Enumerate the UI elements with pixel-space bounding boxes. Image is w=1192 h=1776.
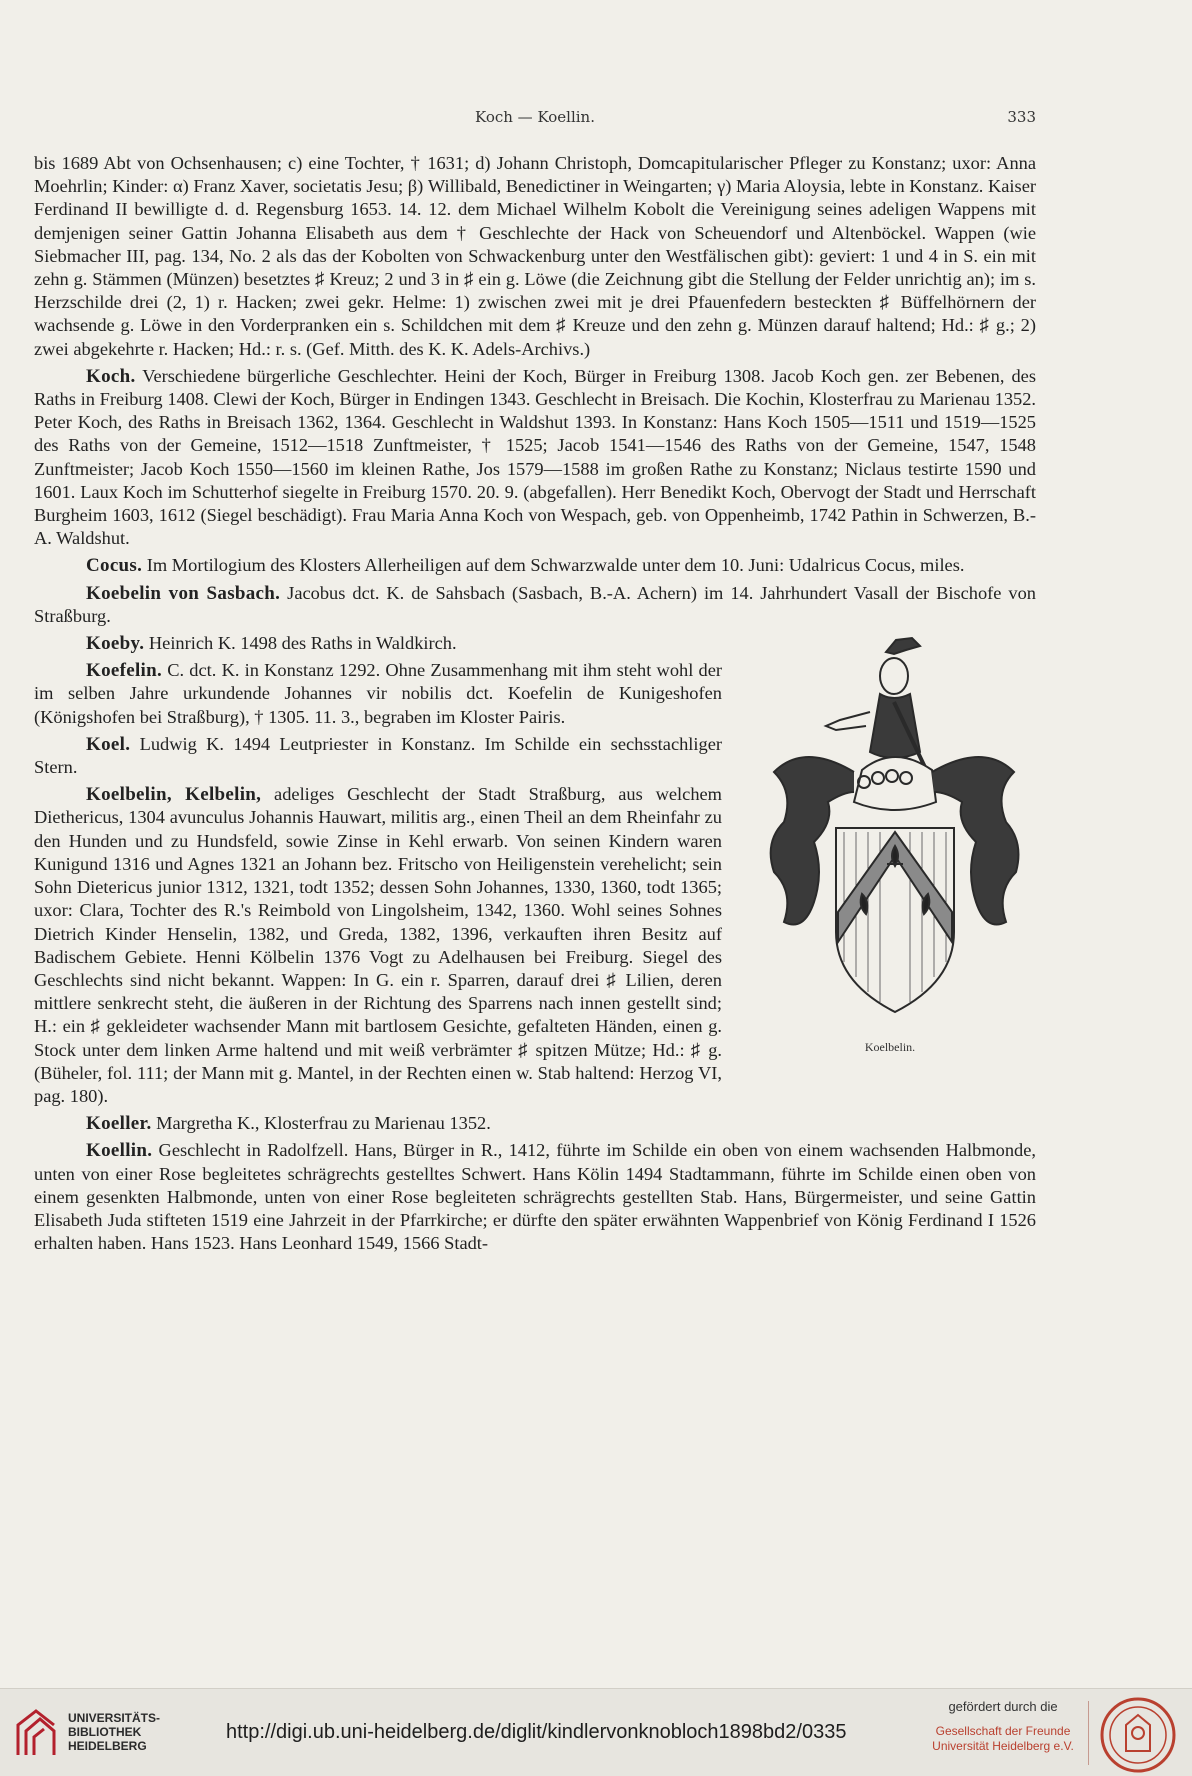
university-library-name: UNIVERSITÄTS- BIBLIOTHEK HEIDELBERG: [68, 1711, 161, 1753]
sponsor-block: [920, 1699, 1086, 1754]
entry-koch: [34, 365, 1036, 551]
sponsor-by-text: gefördert durch die: [948, 1699, 1058, 1714]
entry-text: Heinrich K. 1498 des Raths in Waldkirch.: [144, 633, 457, 654]
body-text: [34, 152, 1036, 1255]
headword-cocus: Cocus.: [86, 555, 143, 577]
headword-koch: Koch.: [86, 365, 136, 387]
headword-koel: Koel.: [86, 733, 131, 755]
entry-text: Margretha K., Klosterfrau zu Marienau 1352.: [151, 1113, 491, 1134]
headword-koefelin: Koefelin.: [86, 660, 163, 682]
sponsor-divider: [1088, 1701, 1089, 1765]
coat-of-arms-figure: [744, 632, 1036, 1072]
entry-text: Im Mortilogium des Klosters Allerheiligen auf dem Schwarzwalde unter dem 10. Juni: Udalricus Cocus, miles.: [142, 555, 965, 576]
running-head: [34, 108, 1036, 132]
entry-koellin: [34, 1139, 1036, 1255]
headword-koeller: Koeller.: [86, 1113, 152, 1135]
entry-text: Verschiedene bürgerliche Geschlechter. Heini der Koch, Bürger in Freiburg 1308. Jacob Koch gen. zer Bebenen, des Raths in Freiburg 1408. Clewi der Koch, Bürger in Endingen 1343. Geschlecht in Breisach. Die Kochin, Klosterfrau zu Marienau 1352. Peter Koch, des Raths in Breisach 1362, 1364. Geschlecht in Waldshut 1393. In Konstanz: Hans Koch 1505—1511 und 1519—1525 des Raths von der Gemeine, 1512—1518 Zunftmeister, † 1525; Jacob 1541—1546 des Raths von der Gemeine, 1547, 1548 Zunftmeister; Jacob Koch 1550—1560 im kleinen Rathe, Jos 1579—1588 im großen Rathe zu Konstanz; Niclaus testirte 1590 und 1601. Laux Koch im Schutterhof siegelte in Freiburg 1570. 20. 9. (abgefallen). Herr Benedikt Koch, Obervogt der Stadt und Herrschaft Burgheim 1603, 1612 (Siegel beschädigt). Frau Maria Anna Koch von Wespach, geb. von Oppenheimb, 1742 Pathin in Schwerzen, B.-A. Waldshut.: [34, 365, 1036, 549]
entry-cocus: [34, 554, 1036, 577]
page-number: 333: [1007, 108, 1036, 126]
running-head-title: Koch — Koellin.: [475, 108, 595, 126]
permalink-url[interactable]: http://digi.ub.uni-heidelberg.de/diglit/kindlervonknobloch1898bd2/0335: [226, 1721, 847, 1743]
koelbelin-coat-of-arms-illustration: [744, 632, 1036, 1032]
digitization-footer: [0, 1688, 1192, 1776]
entry-text: adeliges Geschlecht der Stadt Straßburg, aus welchem Diethericus, 1304 avunculus Johannis Hauwart, militis arg., einen Theil an dem Rheinfahr zu den Hunden und zu Hundsfeld, sowie Zinse in Kehl erwarb. Von seinen Kindern waren Kunigund 1316 und Agnes 1321 an Johann bez. Fritscho von Heiligenstein verehelicht; sein Sohn Dietericus junior 1312, 1321, todt 1352; dessen Sohn Johannes, 1330, 1360, todt 1365; uxor: Clara, Tochter des R.'s Reimbold von Lingolsheim, 1342, 1360. Wohl seines Sohnes Dietrich Kinder Henselin, 1382, und Greda, 1382, 1396, verkauften ihren Besitz auf Badischem Gebiete. Henni Kölbelin 1376 Vogt zu Adelhausen bei Freiburg. Siegel des Geschlechts sind nicht bekannt. Wappen: In G. ein r. Sparren, darauf drei ♯ Lilien, deren mittlere senkrecht steht, die äußeren in der Richtung des Sparrens nach innen gestellt sind; H.: ein ♯ gekleideter wachsender Mann mit bartlosem Gesichte, gefalteten Händen, einen g. Stock unter dem linken Arme haltend und mit weiß verbrämter ♯ spitzen Mütze; Hd.: ♯ g. (Büheler, fol. 111; der Mann mit g. Mantel, in der Rechten einen w. Stab haltend: Herzog VI, pag. 180).: [34, 784, 722, 1106]
sponsor-org-name: Gesellschaft der Freunde Universität Heidelberg e.V.: [932, 1724, 1074, 1753]
university-library-logo-icon: [12, 1703, 62, 1761]
headword-koelbelin: Koelbelin, Kelbelin,: [86, 784, 262, 806]
headword-koeby: Koeby.: [86, 633, 145, 655]
entry-text: C. dct. K. in Konstanz 1292. Ohne Zusammenhang mit ihm steht wohl der im selben Jahre urkundende Johannes vir nobilis dct. Koefelin de Kunigeshofen (Königshofen bei Straßburg), † 1305. 11. 3., begraben im Kloster Pairis.: [34, 660, 722, 727]
headword-koellin: Koellin.: [86, 1140, 153, 1162]
continuation-paragraph: bis 1689 Abt von Ochsenhausen; c) eine Tochter, † 1631; d) Johann Christoph, Domcapitularischer Pfleger zu Konstanz; uxor: Anna Moehrlin; Kinder: α) Franz Xaver, societatis Jesu; β) Willibald, Benedictiner in Weingarten; γ) Maria Aloysia, lebte in Konstanz. Kaiser Ferdinand II bewilligte d. d. Regensburg 1653. 14. 12. dem Michael Wilhelm Kobolt die Vereinigung seines adeligen Wappens mit demjenigen seiner Gattin Johanna Elisabeth aus dem † Geschlechte der Hack von Scheuendorf und Altenböckel. Wappen (wie Siebmacher III, pag. 134, No. 2 als das der Kobolten von Schwackenburg unter den Westfälischen gibt): geviert: 1 und 4 in S. ein mit zehn g. Stämmen (Münzen) besetztes ♯ Kreuz; 2 und 3 in ♯ ein g. Löwe (die Zeichnung gibt die Stellung der Felder unrichtig an); im s. Herzschilde drei (2, 1) r. Hacken; zwei gekr. Helme: 1) zwischen zwei mit je drei Pfauenfedern besteckten ♯ Büffelhörnern der wachsende g. Löwe in den Vorderpranken ein s. Schildchen mit dem ♯ Kreuze und den zehn g. Münzen darauf haltend; Hd.: ♯ g.; 2) zwei abgekehrte r. Hacken; Hd.: r. s. (Gef. Mitth. des K. K. Adels-Archivs.): [34, 153, 1036, 359]
entry-text: Geschlecht in Radolfzell. Hans, Bürger in R., 1412, führte im Schilde ein oben von einem wachsenden Halbmonde, unten von einer Rose begleitetes schrägrechts gestelltes Schwert. Hans Kölin 1494 Stadtammann, führte im Schilde einen oben von einem gesenkten Halbmonde, unten von einer Rose begleiteten schrägrechts gestellten Stab. Hans, Bürgermeister, und seine Gattin Elisabeth Juda stifteten 1519 eine Jahrzeit in der Pfarrkirche; er dürfte den später erwähnten Wappenbrief von König Ferdinand I 1526 erhalten haben. Hans 1523. Hans Leonhard 1549, 1566 Stadt-: [34, 1140, 1036, 1254]
entry-koeller: [34, 1112, 1036, 1135]
figure-caption: Koelbelin.: [864, 1040, 916, 1055]
headword-koebelin: Koebelin von Sasbach.: [86, 582, 281, 604]
entry-koebelin: [34, 582, 1036, 628]
entry-text: Jacobus dct. K. de Sahsbach (Sasbach, B.-A. Achern) im 14. Jahrhundert Vasall der Bischofe von Straßburg.: [34, 582, 1036, 626]
entry-text: Ludwig K. 1494 Leutpriester in Konstanz. Im Schilde ein sechsstachliger Stern.: [34, 733, 722, 778]
university-seal-icon: [1100, 1697, 1176, 1773]
